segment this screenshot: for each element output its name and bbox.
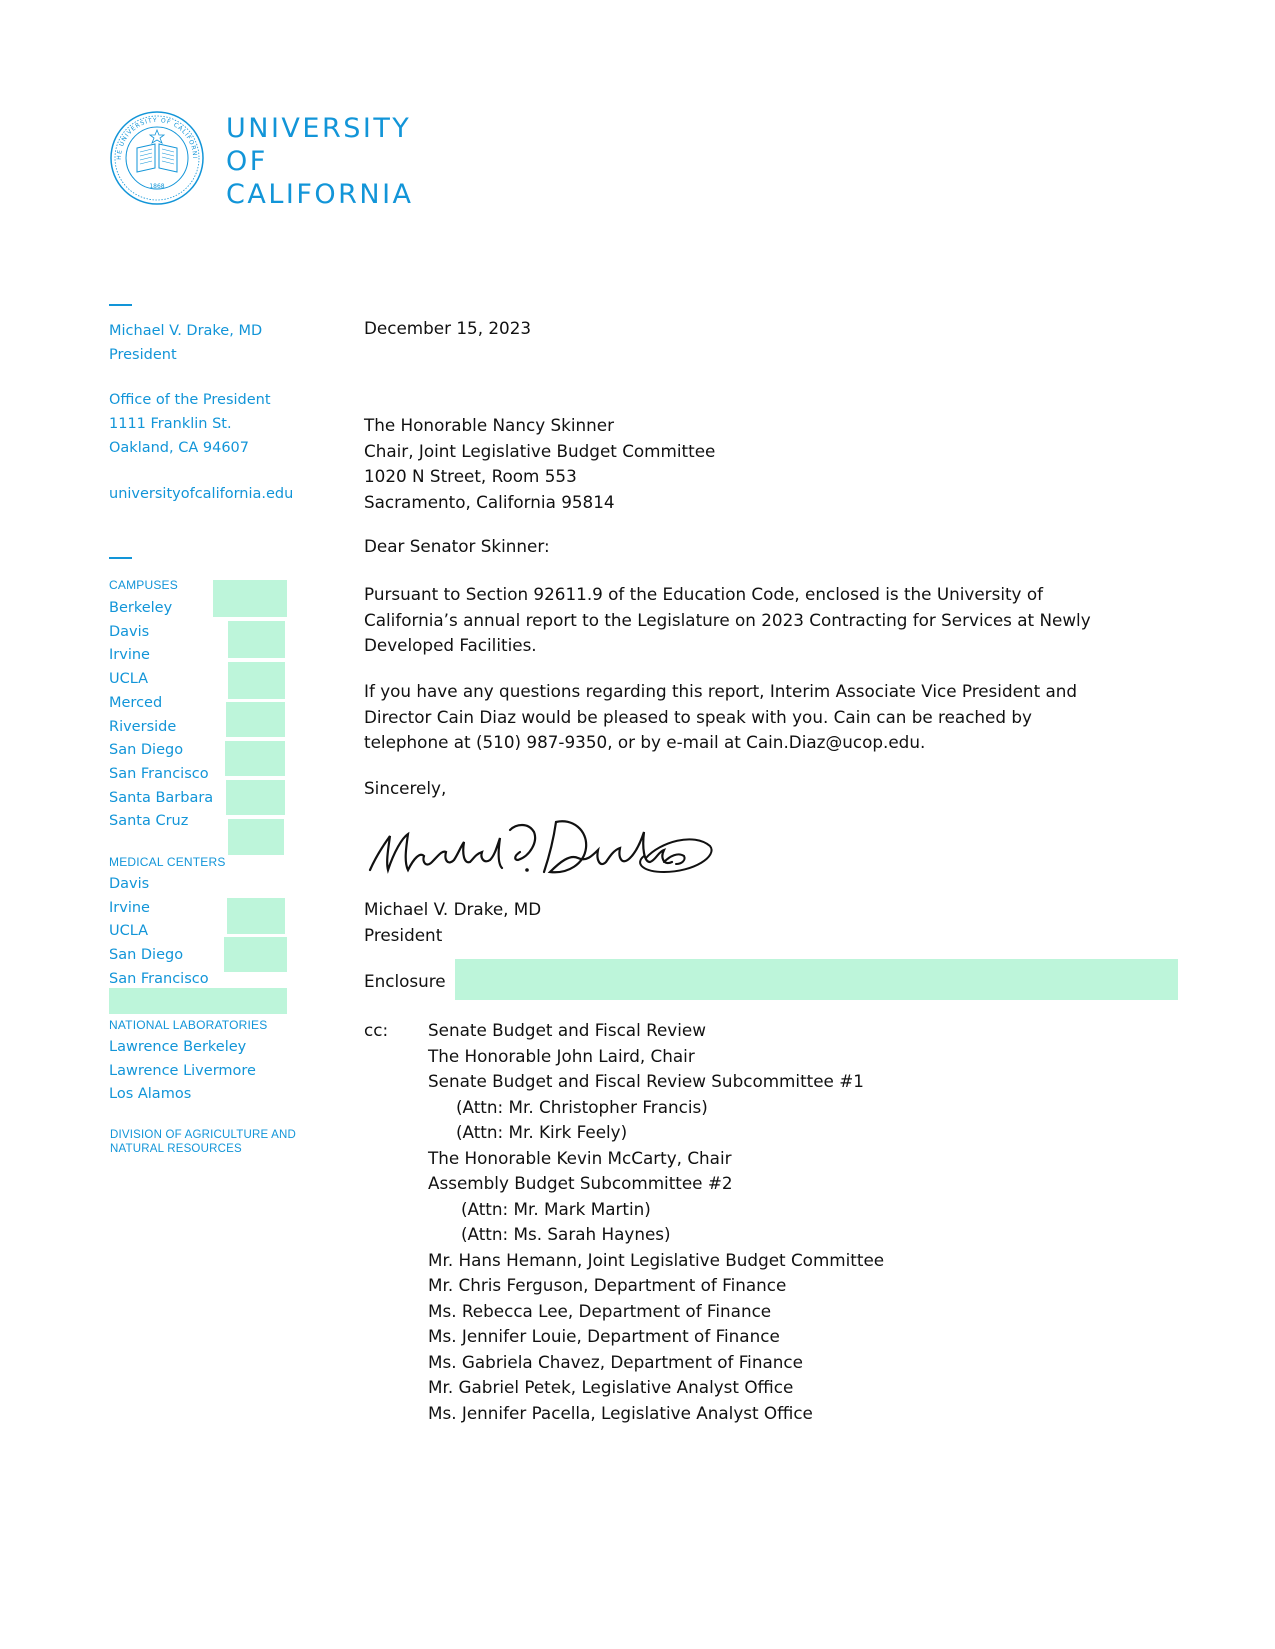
cc-item: Ms. Gabriela Chavez, Department of Finance <box>428 1351 803 1372</box>
campus-item: Davis <box>109 623 150 640</box>
cc-item: (Attn: Mr. Mark Martin) <box>461 1198 651 1219</box>
paragraph-line: California’s annual report to the Legislature on 2023 Contracting for Services at Newly <box>364 609 1091 630</box>
paragraph-line: Director Cain Diaz would be pleased to speak with you. Cain can be reached by <box>364 706 1032 727</box>
paragraph-line: Pursuant to Section 92611.9 of the Education Code, enclosed is the University of <box>364 584 1044 604</box>
cc-item: The Honorable Kevin McCarty, Chair <box>428 1147 732 1168</box>
lab-item: Los Alamos <box>109 1086 192 1103</box>
office-street: 1111 Franklin St. <box>109 416 232 433</box>
division-heading-line: DIVISION OF AGRICULTURE AND <box>110 1129 297 1141</box>
seal-year: 1868 <box>149 183 165 190</box>
enclosure-label: Enclosure <box>364 971 446 991</box>
recipient-line: The Honorable Nancy Skinner <box>364 415 614 435</box>
recipient-line: Chair, Joint Legislative Budget Committee <box>364 440 716 461</box>
labs-list <box>109 1036 256 1107</box>
highlight-box <box>455 959 1178 1000</box>
recipient-line: 1020 N Street, Room 553 <box>364 466 577 486</box>
highlight-box <box>228 621 285 658</box>
campus-item: Santa Barbara <box>109 789 214 806</box>
medical-center-item: San Diego <box>109 947 184 964</box>
highlight-box <box>225 741 285 776</box>
seal-text: HE UNIVERSITY OF CALIFORNI <box>115 116 199 160</box>
highlight-box <box>226 780 285 815</box>
seal-icon <box>109 110 205 206</box>
university-wordmark <box>226 112 414 211</box>
medical-center-item: San Francisco <box>109 970 209 987</box>
highlight-box <box>224 937 287 972</box>
campus-item: UCLA <box>109 671 149 688</box>
highlight-box <box>228 819 284 855</box>
signature-icon <box>364 812 719 880</box>
university-seal <box>109 110 205 206</box>
lab-item: Lawrence Livermore <box>109 1062 256 1079</box>
division-heading <box>110 1128 296 1156</box>
campus-item: Riverside <box>109 718 177 735</box>
paragraph-2 <box>364 679 1077 756</box>
campuses-heading: CAMPUSES <box>109 578 178 592</box>
office-name: Office of the President <box>109 392 271 409</box>
campus-item: San Francisco <box>109 765 209 782</box>
sidebar-rule <box>109 557 132 559</box>
cc-item: Mr. Hans Hemann, Joint Legislative Budget Committee <box>428 1249 885 1270</box>
medical-center-item: UCLA <box>109 923 149 940</box>
cc-item: Senate Budget and Fiscal Review Subcommittee #1 <box>428 1071 864 1091</box>
wordmark-line-1: UNIVERSITY <box>226 113 412 144</box>
cc-item: (Attn: Mr. Christopher Francis) <box>456 1096 708 1117</box>
lab-item: Lawrence Berkeley <box>109 1039 247 1055</box>
cc-item: (Attn: Ms. Sarah Haynes) <box>461 1224 671 1244</box>
office-city: Oakland, CA 94607 <box>109 439 250 456</box>
medical-center-list <box>109 873 209 992</box>
division-heading-line: NATURAL RESOURCES <box>110 1143 242 1155</box>
campus-item: San Diego <box>109 742 184 759</box>
recipient-address <box>364 413 715 515</box>
cc-item: Ms. Jennifer Pacella, Legislative Analyst Office <box>428 1402 813 1423</box>
highlight-box <box>109 988 287 1014</box>
campus-item: Merced <box>109 694 163 711</box>
wordmark-line-3: CALIFORNIA <box>226 179 414 210</box>
wordmark-line-2: OF <box>226 146 268 177</box>
highlight-box <box>226 702 285 737</box>
cc-item: Ms. Jennifer Louie, Department of Finance <box>428 1326 780 1346</box>
paragraph-1 <box>364 582 1091 659</box>
signer-block <box>364 897 541 948</box>
letter-date: December 15, 2023 <box>364 318 532 338</box>
highlight-box <box>227 898 285 934</box>
closing: Sincerely, <box>364 778 447 798</box>
website-link[interactable]: universityofcalifornia.edu <box>109 485 294 502</box>
sidebar-contact <box>109 320 293 506</box>
labs-heading: NATIONAL LABORATORIES <box>109 1018 268 1032</box>
highlight-box <box>228 662 285 699</box>
cc-item: Assembly Budget Subcommittee #2 <box>428 1173 733 1193</box>
campus-item: Santa Cruz <box>109 813 189 830</box>
cc-item: Mr. Gabriel Petek, Legislative Analyst Office <box>428 1377 794 1397</box>
campus-item: Berkeley <box>109 600 173 616</box>
campus-list <box>109 597 213 834</box>
salutation: Dear Senator Skinner: <box>364 536 550 556</box>
medical-centers-heading: MEDICAL CENTERS <box>109 855 226 869</box>
highlight-box <box>213 580 287 617</box>
cc-item: (Attn: Mr. Kirk Feely) <box>456 1122 628 1142</box>
paragraph-line: Developed Facilities. <box>364 635 537 655</box>
cc-item: Mr. Chris Ferguson, Department of Finance <box>428 1275 787 1295</box>
president-name: Michael V. Drake, MD <box>109 323 263 339</box>
recipient-line: Sacramento, California 95814 <box>364 491 615 512</box>
cc-list <box>428 1018 884 1426</box>
medical-center-item: Davis <box>109 876 150 892</box>
cc-label: cc: <box>364 1020 389 1040</box>
signer-name: Michael V. Drake, MD <box>364 899 542 919</box>
paragraph-line: telephone at (510) 987-9350, or by e-mail at Cain.Diaz@ucop.edu. <box>364 732 926 752</box>
president-title: President <box>109 346 177 363</box>
cc-item: Senate Budget and Fiscal Review <box>428 1020 706 1040</box>
medical-center-item: Irvine <box>109 899 150 916</box>
signer-title: President <box>364 924 443 945</box>
cc-item: The Honorable John Laird, Chair <box>428 1045 695 1066</box>
cc-item: Ms. Rebecca Lee, Department of Finance <box>428 1300 772 1321</box>
paragraph-line: If you have any questions regarding this report, Interim Associate Vice President and <box>364 681 1078 701</box>
campus-item: Irvine <box>109 647 150 664</box>
signature <box>364 812 719 880</box>
sidebar-rule <box>109 304 132 306</box>
